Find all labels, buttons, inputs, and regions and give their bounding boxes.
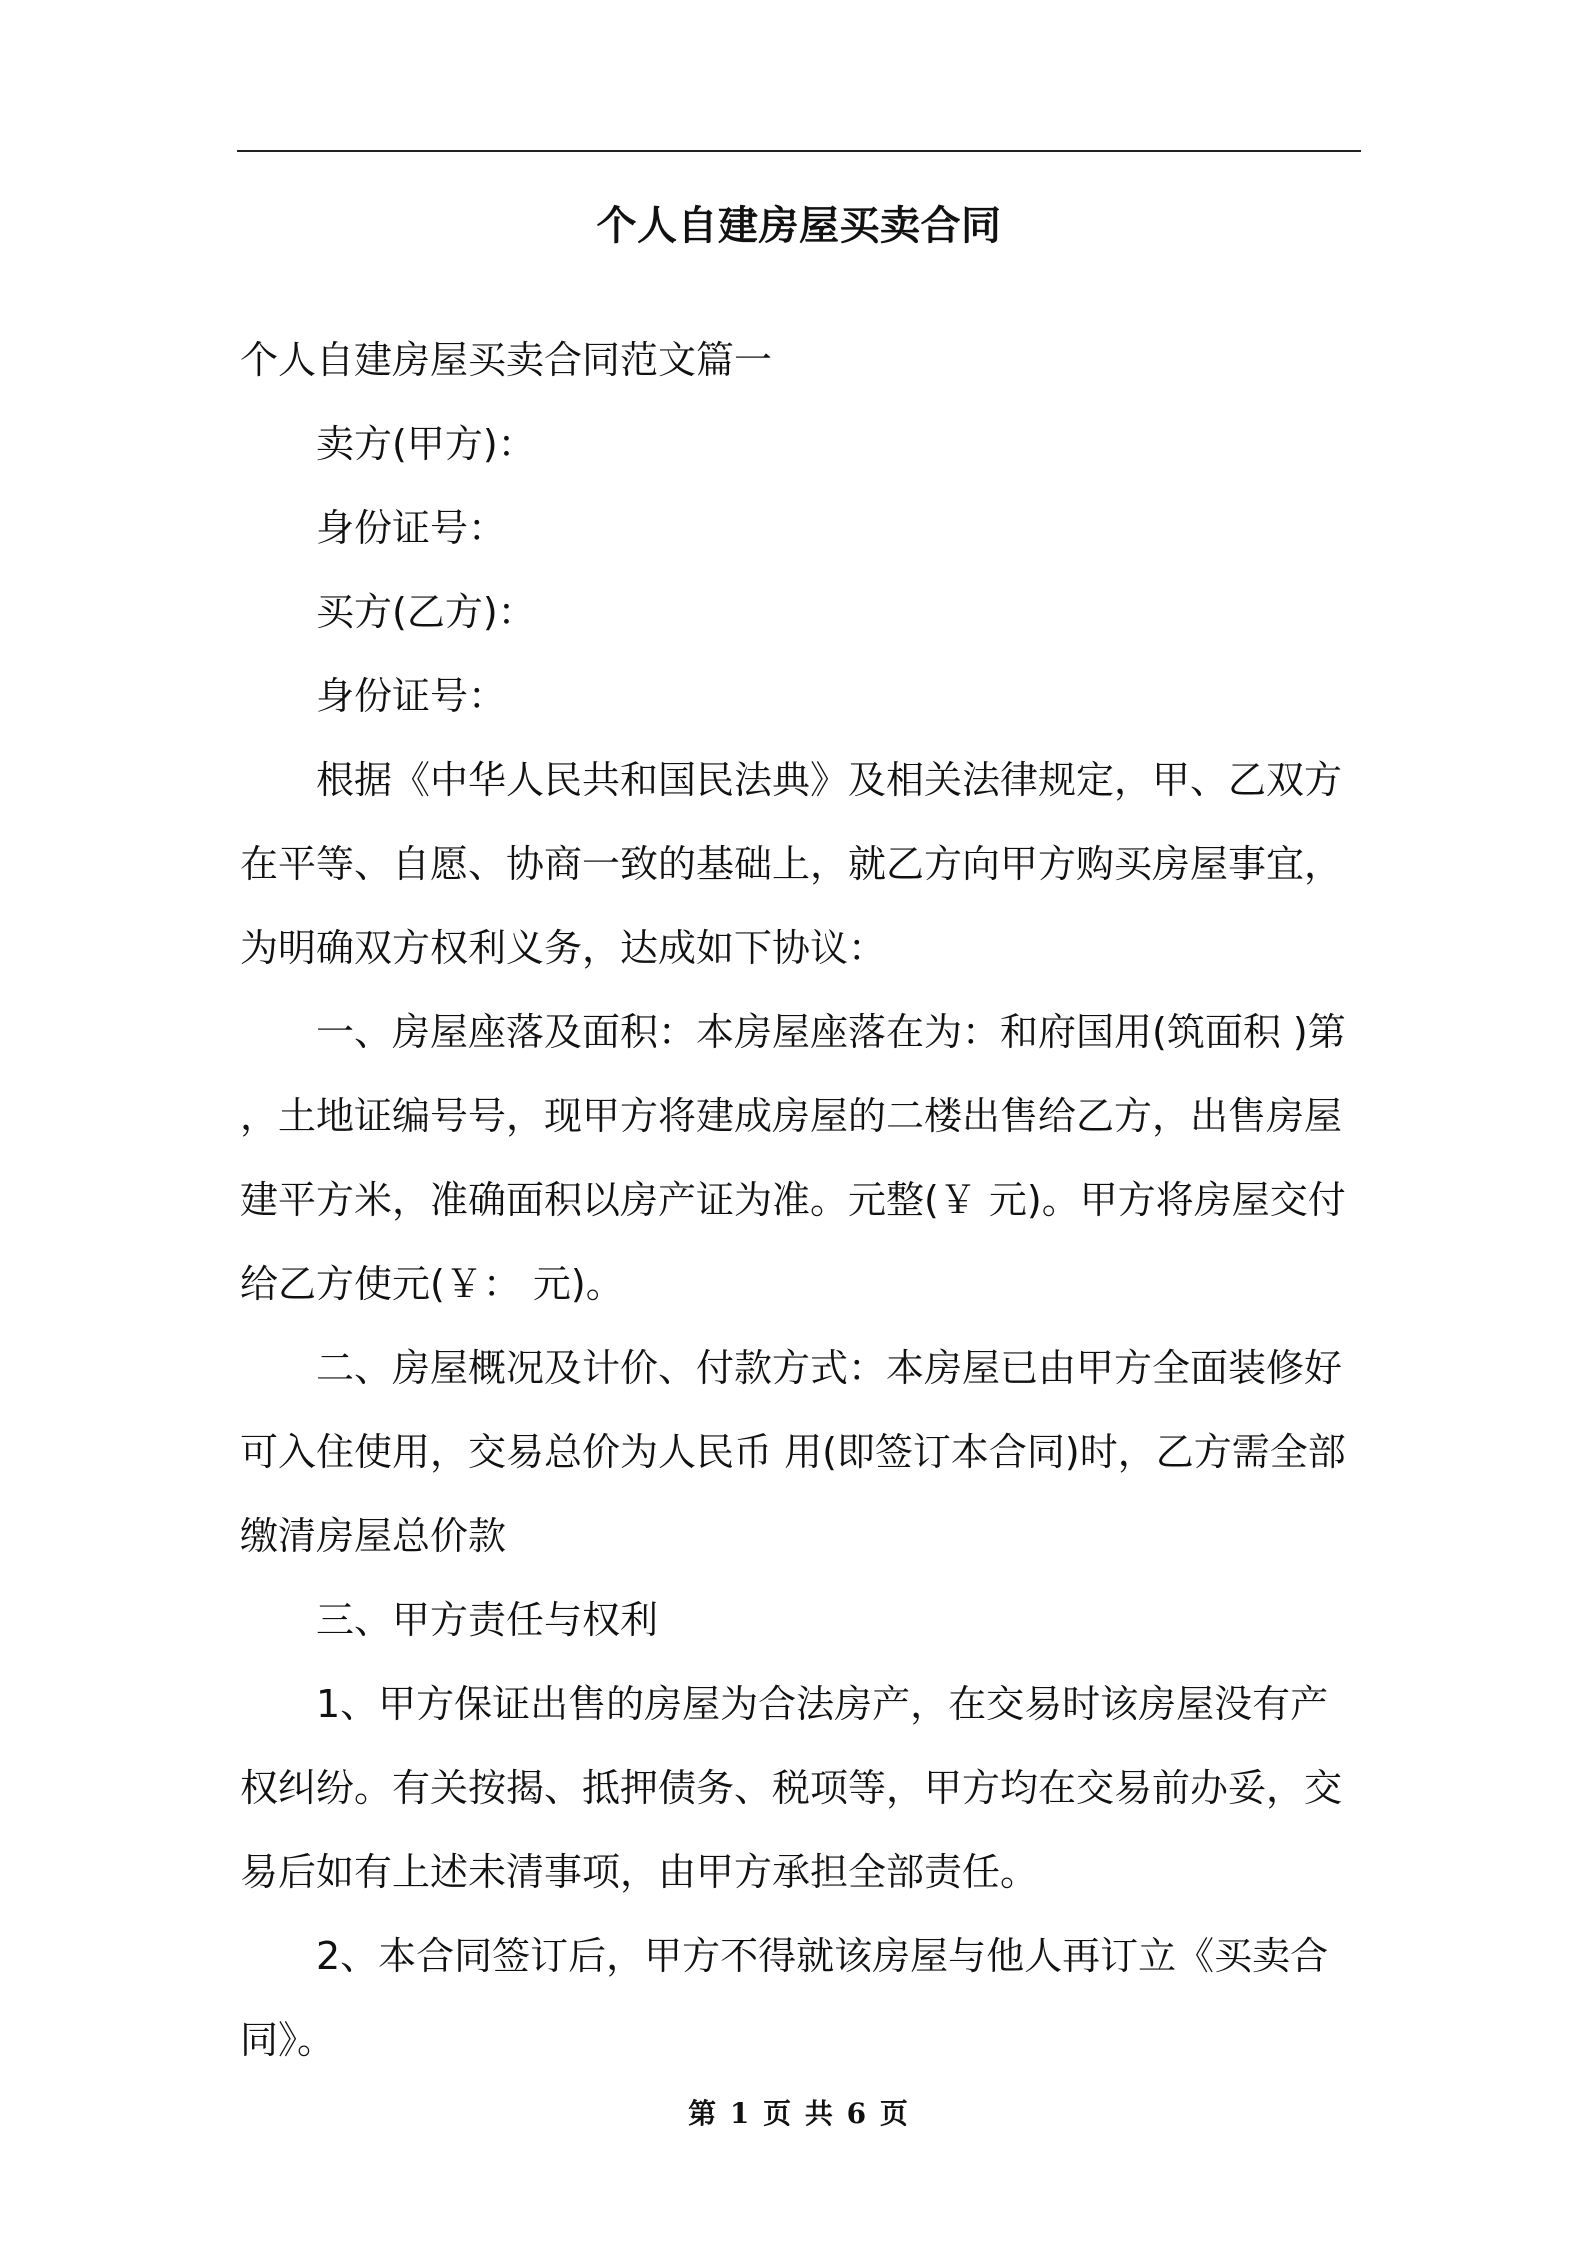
document-title: 个人自建房屋买卖合同 (596, 203, 1002, 249)
clause-3-item-2: 2、本合同签订后，甲方不得就该房屋与他人再订立《买卖合同》。 (240, 1934, 1329, 2062)
clause-2-paragraph: 二、房屋概况及计价、付款方式：本房屋已由甲方全面装修好可入住使用，交易总价为人民币 用(即签订本合同)时，乙方需全部缴清房屋总价款 (240, 1346, 1346, 1558)
buyer-field: 买方(乙方)： (316, 590, 536, 634)
seller-field: 卖方(甲方)： (316, 422, 536, 466)
clause-3-item-1: 1、甲方保证出售的房屋为合法房产，在交易时该房屋没有产权纠纷。有关按揭、抵押债务、税项等，甲方均在交易前办妥，交易后如有上述未清事项，由甲方承担全部责任。 (240, 1682, 1343, 1894)
clause-1-paragraph: 一、房屋座落及面积：本房屋座落在为：和府国用(筑面积 )第 ，土地证编号号，现甲方将建成房屋的二楼出售给乙方，出售房屋建平方米，准确面积以房产证为准。元整(￥ 元)。甲方将房屋交付给乙方使元(￥： 元)。 (240, 1010, 1346, 1306)
buyer-id-field: 身份证号： (316, 674, 507, 718)
preamble-paragraph: 根据《中华人民共和国民法典》及相关法律规定，甲、乙双方在平等、自愿、协商一致的基础上，就乙方向甲方购买房屋事宜，为明确双方权利义务，达成如下协议： (240, 758, 1343, 970)
page-number-footer: 第 1 页 共 6 页 (688, 2097, 910, 2130)
section-heading: 个人自建房屋买卖合同范文篇一 (240, 338, 773, 382)
document-body (240, 318, 1360, 2082)
clause-3-heading: 三、甲方责任与权利 (316, 1598, 659, 1642)
seller-id-field: 身份证号： (316, 506, 507, 550)
header-rule (237, 150, 1361, 152)
